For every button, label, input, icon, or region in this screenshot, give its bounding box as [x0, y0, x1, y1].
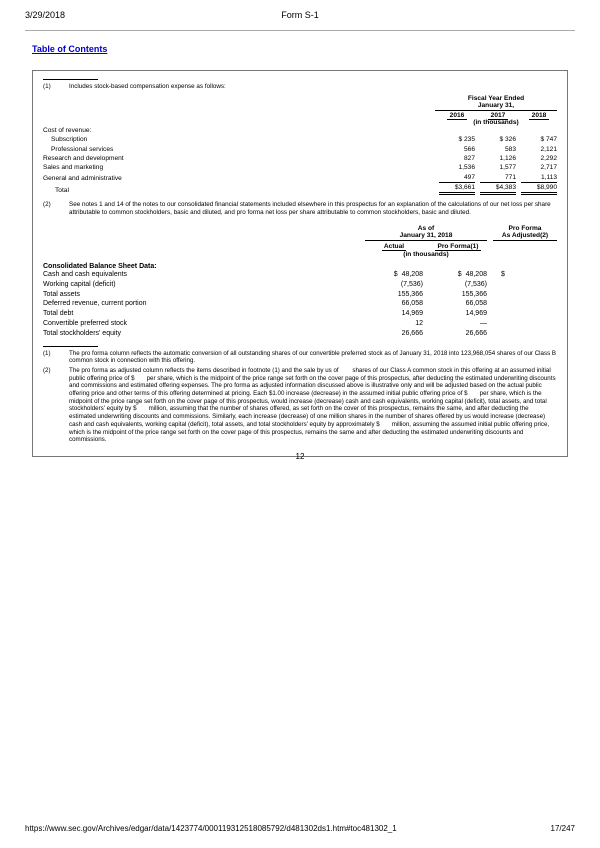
footnote-2-marker: (2): [43, 367, 51, 375]
t2-asof-line2: January 31, 2018: [399, 232, 453, 240]
note-1-marker: (1): [43, 83, 51, 90]
print-header: [25, 10, 575, 24]
document-title: Form S-1: [281, 10, 319, 20]
note-2-marker: (2): [43, 201, 51, 209]
balance-sheet-table: [43, 225, 557, 339]
note-2: [43, 201, 557, 217]
table-row: General and administrative 497 771 1,113: [43, 173, 557, 182]
t1-period-line2: January 31,: [477, 101, 515, 109]
print-date: 3/29/2018: [25, 10, 66, 20]
stock-compensation-table: [43, 95, 557, 196]
table-row: Sales and marketing 1,536 1,577 2,717: [43, 164, 557, 172]
table-row: Total assets 155,366 155,366: [43, 290, 487, 298]
footnote-2: [43, 367, 557, 444]
t1-header-row: [43, 95, 557, 111]
t1-year-2017: 2017: [480, 112, 516, 119]
t2-proforma-adjusted-header: Pro Forma As Adjusted(2): [493, 225, 557, 241]
header-rule: [25, 30, 575, 31]
t1-period-header: [435, 95, 557, 111]
footnote-separator: [43, 79, 98, 80]
table-row: Total stockholders' equity 26,666 26,666: [43, 329, 487, 337]
note-2-text: See notes 1 and 14 of the notes to our consolidated financial statements included elsewhere in this prospectus for an explanation of the calculations of our net loss per share attributable to common stockholders, basic and diluted, and pro forma net loss per share attributable to common stockholders, basic and diluted.: [69, 201, 553, 217]
financial-data-box: [32, 70, 568, 457]
t1-year-2018: 2018: [521, 112, 557, 119]
table-row: Total debt 14,969 14,969: [43, 310, 487, 318]
footnote-1-text: The pro forma column reflects the automatic conversion of all outstanding shares of our convertible preferred stock as of January 31, 2018 into 123,968,054 shares of our Class B common stock in connection with this offering.: [69, 349, 558, 365]
t1-units: (in thousands): [473, 118, 519, 126]
print-footer: [25, 824, 575, 836]
t2-col-proforma: Pro Forma(1): [437, 243, 479, 251]
footnote-2-text: The pro forma as adjusted column reflects the items described in footnote (1) and the sale by us of shares of our Class A common stock in this offering at an assumed initial public offering price of $ per share, which is the midpoint of the price range set forth on the cover page of this prospectus, after deducting the estimated underwriting discounts and commissions and estimated offering expenses. The pro forma as adjusted information discussed above is illustrative only and will be adjusted based on the actual public offering price and other terms of this offering determined at pricing. Each $1.00 increase (decrease) in the assumed initial public offering price of $ per share, which is the midpoint of the price range set forth on the cover page of this prospectus, would increase (decrease) cash and cash equivalents, working capital (deficit), total assets, and total stockholders' equity by $ million, assuming that the number of shares offered, as set forth on the cover of this prospectus, remains the same, and after deducting the estimated underwriting discounts and commissions. Similarly, each increase (decrease) of one million shares in the number of shares offered by us would increase (decrease) cash and cash equivalents, working capital (deficit), total assets, and total stockholders' equity by approximately $ million, assuming the assumed initial public offering price, which is the midpoint of the price range set forth on the cover page of this prospectus, remains the same and after deducting the estimated underwriting discounts and commissions.: [69, 367, 558, 444]
t2-header-row: [43, 225, 557, 241]
footnote-1: [43, 350, 557, 365]
t1-year-2016: 2016: [439, 112, 475, 119]
t1-units-row: [43, 119, 557, 126]
t1-period-line1: Fiscal Year Ended: [467, 94, 525, 102]
table-of-contents-link[interactable]: Table of Contents: [32, 44, 108, 54]
note-1-text: Includes stock-based compensation expense as follows:: [69, 83, 226, 90]
t2-asof-line1: As of: [417, 225, 435, 233]
table-row: Cost of revenue:: [43, 126, 92, 134]
table-row: Working capital (deficit) (7,536) (7,536): [43, 280, 487, 288]
note-1: [43, 83, 557, 91]
footnote-separator: [43, 346, 98, 347]
t2-units: (in thousands): [403, 251, 449, 259]
page-number: 12: [295, 452, 305, 461]
footer-page-count: 17/247: [550, 824, 575, 833]
footer-url: https://www.sec.gov/Archives/edgar/data/1423774/000119312518085792/d481302ds1.htm#toc481302_1: [25, 824, 397, 833]
t2-asof-header: [365, 225, 487, 241]
balance-sheet-section-title: Consolidated Balance Sheet Data:: [43, 263, 157, 271]
t2-units-row: [43, 251, 557, 258]
t2-column-headers: [43, 241, 557, 250]
footnote-1-marker: (1): [43, 349, 51, 357]
table-row: Deferred revenue, current portion 66,058 66,058: [43, 300, 487, 308]
bottom-footnotes: [43, 346, 557, 444]
table-row: Convertible preferred stock 12 —: [43, 320, 487, 328]
table-total-row: Total $3,661 $4,383 $8,990: [55, 184, 557, 195]
table-row: Cash and cash equivalents $ 48,208 $ 48,208 $: [43, 271, 505, 279]
table-row: Research and development 827 1,126 2,292: [43, 154, 557, 162]
t1-year-headers: [43, 112, 557, 119]
t2-col-actual: Actual: [383, 243, 405, 251]
table-row: Professional services 566 583 2,121: [51, 145, 557, 153]
table-row: Subscription $ 235 $ 326 $ 747: [51, 136, 557, 144]
